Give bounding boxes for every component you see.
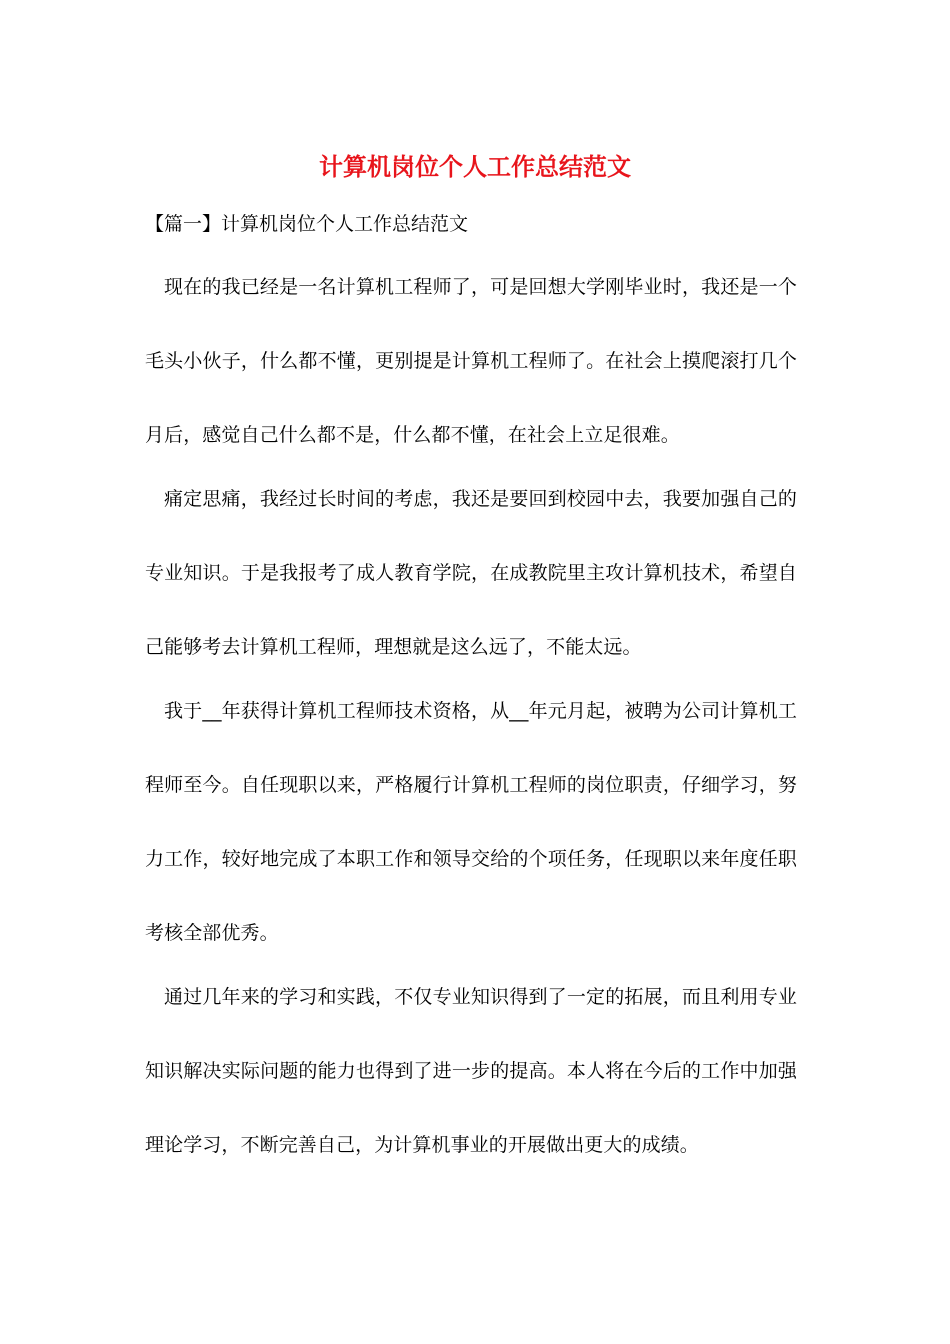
- body-paragraph-4: 通过几年来的学习和实践，不仅专业知识得到了一定的拓展，而且利用专业知识解决实际问题的能力也得到了进一步的提高。本人将在今后的工作中加强理论学习，不断完善自己，为计算机事业的开展做出更大的成绩。: [145, 986, 797, 1156]
- body-paragraph-3: 我于__年获得计算机工程师技术资格，从__年元月起，被聘为公司计算机工程师至今。自任现职以来，严格履行计算机工程师的岗位职责，仔细学习，努力工作，较好地完成了本职工作和领导交给的个项任务，任现职以来年度任职考核全部优秀。: [145, 700, 797, 944]
- body-paragraph-1: 现在的我已经是一名计算机工程师了，可是回想大学刚毕业时，我还是一个毛头小伙子，什么都不懂，更别提是计算机工程师了。在社会上摸爬滚打几个月后，感觉自己什么都不是，什么都不懂，在社会上立足很难。: [145, 276, 797, 446]
- document-title: 计算机岗位个人工作总结范文: [319, 152, 631, 181]
- body-paragraph-2: 痛定思痛，我经过长时间的考虑，我还是要回到校园中去，我要加强自己的专业知识。于是我报考了成人教育学院，在成教院里主攻计算机技术，希望自己能够考去计算机工程师，理想就是这么远了，不能太远。: [145, 488, 797, 658]
- section-heading: 【篇一】计算机岗位个人工作总结范文: [145, 213, 469, 235]
